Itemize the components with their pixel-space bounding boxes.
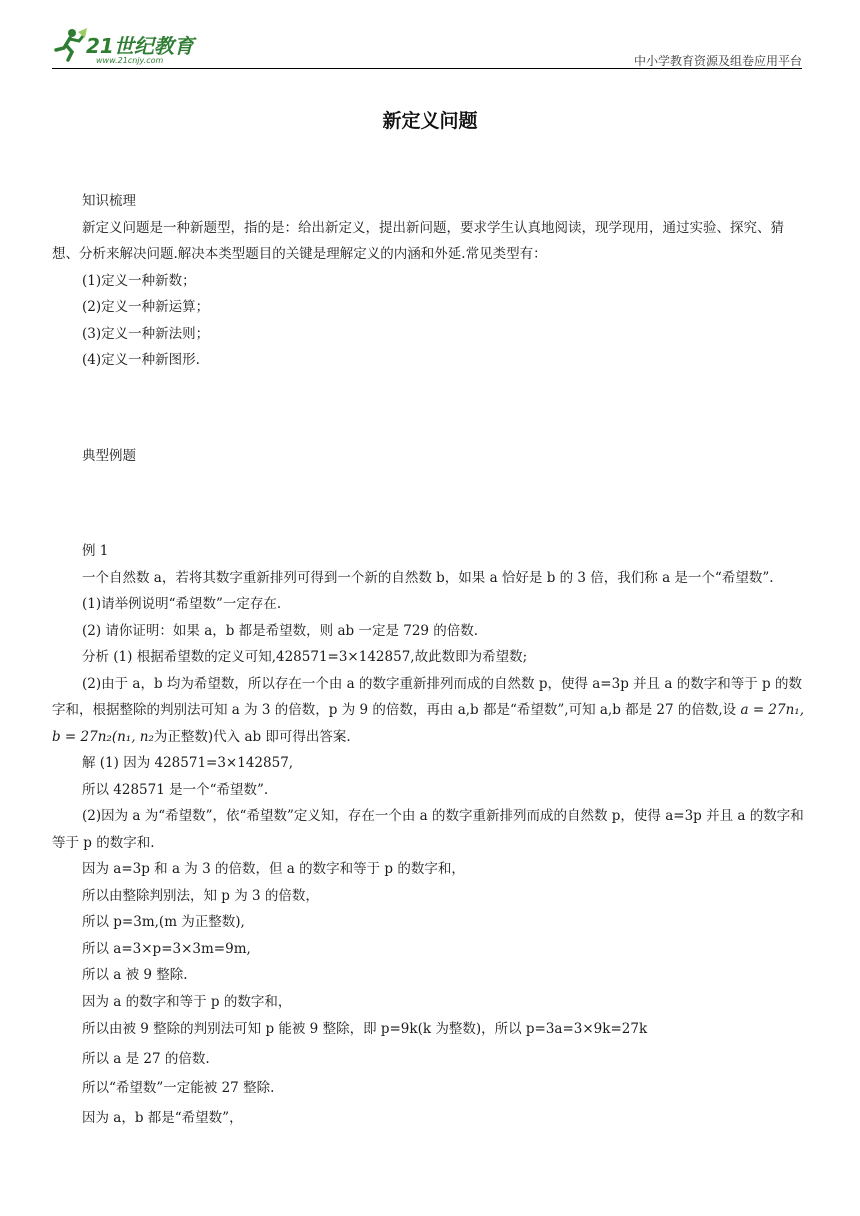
spacer (52, 469, 806, 538)
logo-text: 21世纪教育 (86, 34, 194, 58)
solution-line: 所以由整除判别法，知 p 为 3 的倍数， (82, 887, 319, 904)
solution-line: (2)因为 a 为“希望数”，依“希望数”定义知，存在一个由 a 的数字重新排列而成的自然数 p，使得 a=3p 并且 a 的数字和等于 p 的数字和. (52, 808, 804, 851)
type-item-1: (1)定义一种新数； (82, 272, 196, 289)
type-item-3: (3)定义一种新法则； (82, 325, 210, 342)
runner-icon (52, 28, 88, 62)
logo-url: www.21cnjy.com (96, 56, 164, 65)
solution-line: 所以 a 被 9 整除. (82, 967, 188, 983)
example-question-2: (2) 请你证明：如果 a，b 都是希望数，则 ab 一定是 729 的倍数. (82, 622, 479, 639)
solution-line: 因为 a 的数字和等于 p 的数字和， (82, 993, 292, 1010)
solution-line: 因为 a，b 都是“希望数”， (82, 1109, 243, 1126)
analysis-part-2 (52, 671, 806, 751)
solution-line: 所以 p=3m,(m 为正整数), (82, 914, 245, 930)
type-item-2: (2)定义一种新运算； (82, 299, 210, 315)
header-divider (52, 68, 802, 69)
analysis-formula: a = 27n₁, b = 27n₂(n₁, n₂ (52, 702, 805, 745)
example-problem: 一个自然数 a，若将其数字重新排列可得到一个新的自然数 b，如果 a 恰好是 b 的 3 倍，我们称 a 是一个“希望数”. (82, 569, 774, 586)
analysis-text-end: 为正整数)代入 ab 即可得出答案. (153, 728, 351, 745)
example-label: 例 1 (82, 543, 109, 559)
solution-line: 解 (1) 因为 428571=3×142857, (82, 755, 294, 771)
solution-line: 所以“希望数”一定能被 27 整除. (82, 1080, 275, 1096)
section-heading-examples: 典型例题 (82, 447, 136, 464)
solution-line: 所以 428571 是一个“希望数”. (82, 781, 269, 798)
example-question-1: (1)请举例说明“希望数”一定存在. (82, 596, 282, 612)
header-platform-text: 中小学教育资源及组卷应用平台 (633, 54, 802, 68)
intro-paragraph: 新定义问题是一种新题型，指的是：给出新定义，提出新问题，要求学生认真地阅读，现学现用，通过实验、探究、猜想、分析来解决问题.解决本类型题目的关键是理解定义的内涵和外延.常见类型有： (52, 219, 784, 262)
page-header (52, 26, 802, 72)
type-item-4: (4)定义一种新图形. (82, 352, 200, 368)
section-heading-knowledge: 知识梳理 (82, 193, 136, 209)
page-title: 新定义问题 (382, 110, 478, 132)
solution-line: 所以 a=3×p=3×3m=9m, (82, 940, 251, 957)
solution-line: 所以 a 是 27 的倍数. (82, 1050, 210, 1067)
analysis-part-1: 分析 (1) 根据希望数的定义可知,428571=3×142857,故此数即为希望数; (82, 649, 528, 665)
solution-line: 所以由被 9 整除的判别法可知 p 能被 9 整除，即 p=9k(k 为整数)，所以 p=3a=3×9k=27k (82, 1021, 648, 1037)
solution-line: 因为 a=3p 和 a 为 3 的倍数，但 a 的数字和等于 p 的数字和， (82, 861, 465, 877)
document-body (52, 188, 806, 1133)
analysis-text: (2)由于 a，b 均为希望数，所以存在一个由 a 的数字重新排列而成的自然数 p，使得 a=3p 并且 a 的数字和等于 p 的数字和，根据整除的判别法可知 a 为 3 的倍数，p 为 9 的倍数，再由 a,b 都是“希望数”,可知 a,b 都是 27 的倍数,设 (52, 675, 802, 718)
site-logo (52, 26, 232, 72)
spacer (52, 374, 806, 443)
